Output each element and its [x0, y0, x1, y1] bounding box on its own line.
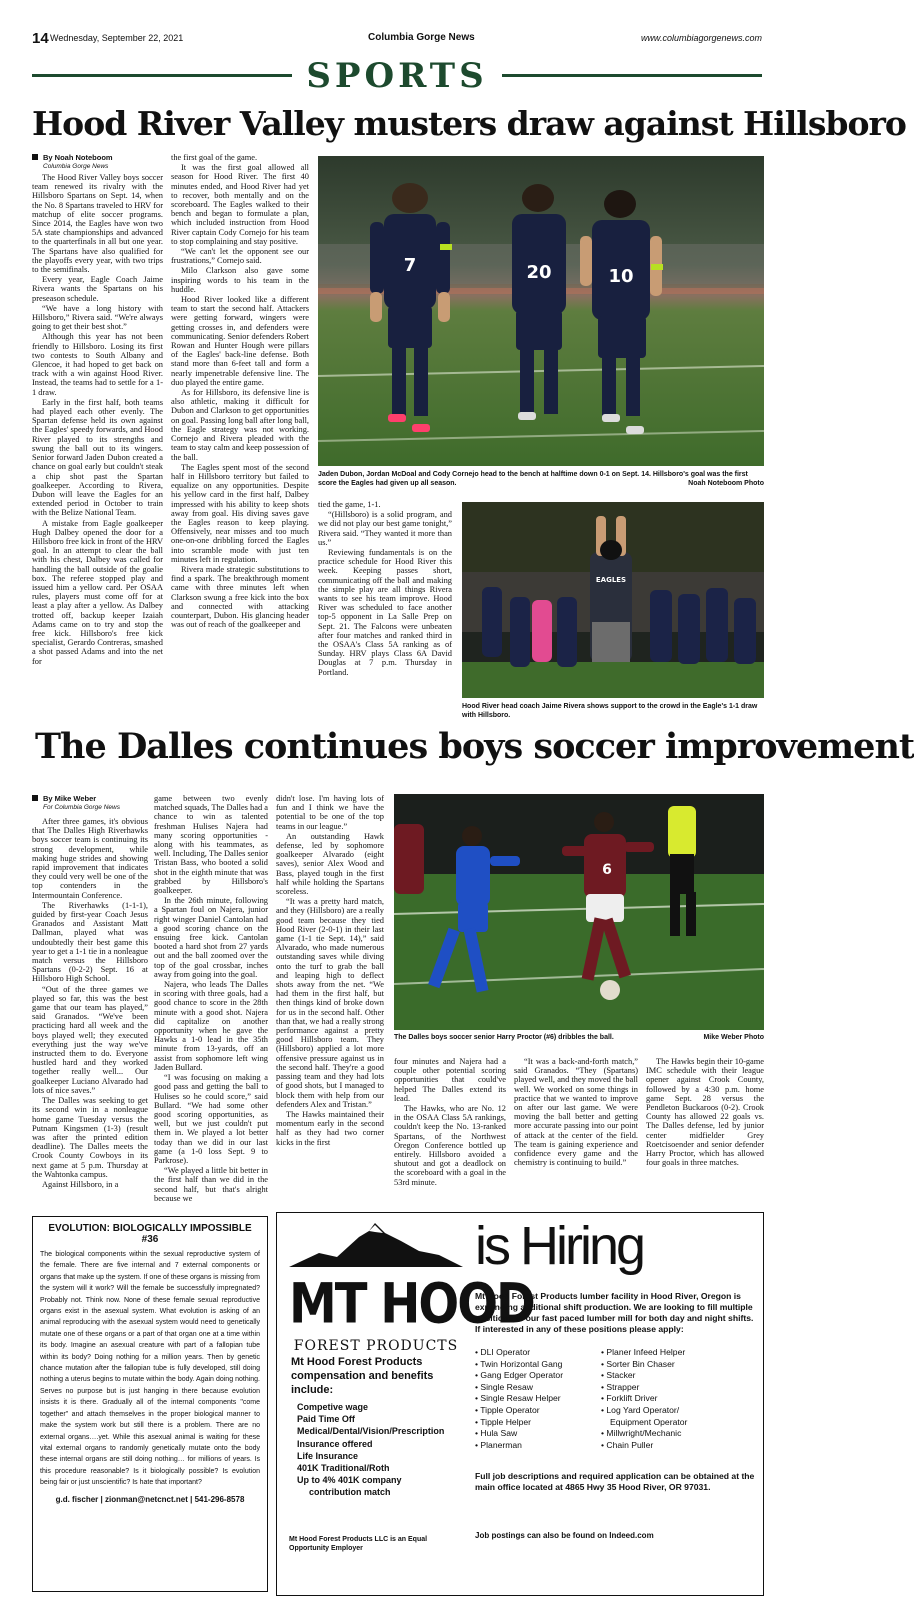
benefit-item: Competive wage	[297, 1402, 369, 1412]
ad-application-info: Full job descriptions and required application can be obtained at the main office located at 4865 Hwy 35 Hood River, OR 97031.	[475, 1471, 755, 1492]
byline-marker-icon	[32, 154, 38, 160]
story2-photo-caption	[394, 1034, 764, 1043]
ad-comp-heading: Mt Hood Forest Products compensation and benefits include:	[291, 1356, 434, 1396]
story2-column-3	[276, 794, 384, 1219]
story2-author: By Mike Weber	[43, 794, 97, 803]
story2-column-5	[514, 1057, 638, 1212]
story2-column-1	[32, 817, 148, 1203]
evolution-editorial-box	[32, 1216, 268, 1592]
position-item: • Single Resaw Helper	[475, 1393, 605, 1405]
page-header	[32, 30, 762, 52]
benefit-item: Insurance offered	[297, 1438, 373, 1449]
paragraph: As for Hillsboro, its defensive line is also athletic, making it difficult for Dubon and Clarkson to get opportunities on goal. Passing long ball after long ball, the Eagle strategy was not working. Cornejo and Rivera pleaded with the team to stay calm and keep possession of the ball.	[171, 388, 309, 462]
paragraph: After three games, it's obvious that The Dalles High Riverhawks boys soccer team is continuing its strong development, while making huge strides and showing rapid improvement that indicates they could very well be one of the top contenders in the Intermountain Conference.	[32, 817, 148, 900]
paragraph: The Hood River Valley boys soccer team renewed its rivalry with the Hillsboro Spartans on Sept. 14, when the No. 8 Spartans traveled to HRV for matchup of elite soccer programs. Since 2014, the Eagles have won two 5A state championships and advanced to the quarterfinals in all but one year. The Spartans have also qualified for the playoffs every year, with two trips to the semifinals.	[32, 173, 163, 275]
paragraph: The Hawks begin their 10-game IMC schedule with their league opener against Crook County, followed by a 4:30 p.m. home game Sept. 28 versus the Pendleton Buckaroos (0-2). Crook County has allowed 22 goals vs. The Dalles defense, led by junior center midfielder Grey Roetcisoender and senior defender Harry Proctor, which has allowed four goals in three matches.	[646, 1057, 764, 1168]
paragraph: In the 26th minute, following a Spartan foul on Najera, junior right winger Daniel Cantolan had a good scoring chance on the ensuing free kick. Cantolan booted a hard shot from 27 yards out and the ball zoomed over the top of the goal crossbar, inches away from going into the goal.	[154, 896, 268, 979]
positions-list-right	[601, 1347, 761, 1451]
jersey-number: 7	[403, 255, 417, 276]
paragraph: An outstanding Hawk defense, led by sophomore goalkeeper Alvarado (eight saves), senior Alex Wood and Bass, played tough in the first half while holding the Spartans scoreless.	[276, 831, 384, 897]
page-number: 14	[32, 30, 49, 47]
ad-intro: Mt Hood Forest Products lumber facility in Hood River, Oregon is expanding additional shift production. We are looking to fill multiple positions in our fast paced lumber mill for both day and night shifts. If interested in any of these positions please apply:	[475, 1291, 754, 1334]
brand-sub: FOREST PRODUCTS	[293, 1338, 459, 1354]
evolution-title: EVOLUTION: BIOLOGICALLY IMPOSSIBLE #36	[48, 1223, 252, 1245]
position-item: • Hula Saw	[475, 1428, 605, 1440]
paragraph: “We have a long history with Hillsboro,” Rivera said. “We're always going to get their best shot.”	[32, 303, 163, 332]
paragraph: game between two evenly matched squads, The Dalles had a chance to win as talented freshman Hulises Najera had many scoring opportunities - along with his teammates, as well. Including, The Dalles senior Tristan Bass, who booted a solid shot in the eighth minute that was grabbed by Hillsboro's goalkeeper.	[154, 794, 268, 896]
position-item: • Chain Puller	[601, 1440, 761, 1452]
photo-credit: Mike Weber Photo	[703, 1034, 764, 1041]
caption-text: Jaden Dubon, Jordan McDoal and Cody Cornejo head to the bench at halftime down 0-1 on Sept. 14. Hillsboro's goal was the first score the Eagles had given up all season.	[318, 471, 748, 487]
story1-photo-coach	[462, 502, 764, 698]
paragraph: The Riverhawks (1-1-1), guided by first-year Coach Jesus Granados and Assistant Matt Dallman, played what was undoubtedly their best game this year to get a 1-1 tie in a nonleague match versus the Hillsboro Spartans (0-2-2) Sept. 16 at Hillsboro High School.	[32, 900, 148, 984]
paragraph: “We can't let the opponent see our frustrations,” Cornejo said.	[171, 247, 309, 266]
benefit-item: Medical/Dental/Vision/Prescription	[297, 1426, 445, 1437]
story1-author: By Noah Noteboom	[43, 153, 113, 162]
story1-column-2	[171, 153, 309, 723]
players-halftime-image	[318, 156, 764, 466]
position-item: • Tipple Helper	[475, 1417, 605, 1429]
benefit-item: contribution match	[309, 1487, 391, 1498]
newspaper-name: Columbia Gorge News	[368, 32, 475, 43]
paragraph: It was the first goal allowed all season for Hood River. The first 40 minutes ended, and Hood River had yet to recover, both mentally and on the scoreboard. The Eagles walked to their bench and began to formulate a plan, which included instruction from Hood River captain Cody Cornejo for his team to stop complaining and stay positive.	[171, 163, 309, 246]
paragraph: “Out of the three games we played so far, this was the best game that our team has played,” said Granados. “We've been practicing hard all week and the boys played well; they executed everything just the way we've instructed them to do. Everyone hustled hard and they worked together really well... Our goalkeeper Luciano Alvarado had lots of nice saves.”	[32, 984, 148, 1095]
story1-photo-coach-caption: Hood River head coach Jaime Rivera shows support to the crowd in the Eagle's 1-1 draw with Hillsboro.	[462, 703, 758, 719]
issue-date: Wednesday, September 22, 2021	[50, 33, 184, 43]
website-link[interactable]: www.columbiagorgenews.com	[640, 33, 762, 43]
evolution-signature: g.d. fischer | zionman@netcnct.net | 541-296-8578	[55, 1494, 245, 1504]
story1-column-1	[32, 173, 163, 723]
ad-hiring-title: is Hiring	[475, 1216, 644, 1276]
paragraph: Early in the first half, both teams had played each other evenly. The Spartan defense held its own against the Eagles' speedy forwards, and Hood River played to its strengths and swung the ball out to its wingers. Senior forward Jaden Dubon created a chance on goal early but couldn't steak a chip shot past the Spartan goalkeeper. According to Rivera, Dubon will leave the Eagles for an extended period in October to train with the Belize National Team.	[32, 397, 163, 518]
story1-photo-main	[318, 156, 764, 466]
paragraph: “We played a little bit better in the first half than we did in the second half, but that's alright because we	[154, 1166, 268, 1203]
proctor-dribble-image	[394, 794, 764, 1030]
ad-benefits-list	[297, 1401, 477, 1499]
benefit-item: Paid Time Off	[297, 1414, 355, 1425]
position-item: • Stacker	[601, 1370, 761, 1382]
position-item: • Single Resaw	[475, 1382, 605, 1394]
story1-photo-main-caption	[318, 471, 764, 488]
position-item: • Forklift Driver	[601, 1393, 761, 1405]
ad-eoe-notice: Mt Hood Forest Products LLC is an Equal Opportunity Employer	[289, 1536, 428, 1552]
paragraph: Reviewing fundamentals is on the practice schedule for Hood River this week. Keeping passes short, communicating off the ball and making the simple play are all things Rivera wants to see his team improve. Hood River was scheduled to face another top-5 opponent in La Salle Prep on Sept. 21. The Falcons were unbeaten after four matches and ranked third in the OSAA's Class 5A ranking as of Sunday. HRV plays Class 6A David Douglas at 7 p.m. Thursday in Portland.	[318, 548, 452, 677]
position-item: • Gang Edger Operator	[475, 1370, 605, 1382]
byline-marker-icon	[32, 795, 38, 801]
paragraph: Najera, who leads The Dalles in scoring with three goals, had a good chance to score in the 28th minute with a good shot. Najera did capitalize on another opportunity when he gave the Hawks a 1-0 lead in the 35th minute from 13-yards, off an assist from sophomore left wing Jaden Bullard.	[154, 980, 268, 1072]
svg-text:EAGLES: EAGLES	[595, 576, 627, 584]
benefit-item: Life Insurance	[297, 1450, 359, 1461]
paragraph: The Dalles was seeking to get its second win in a nonleague home game Tuesday versus the Putnam Kingsmen (1-3) (result was after the printed edition deadline). The Dalles meets the Crook County Cowboys in its next game at 5 p.m. Thursday at the Wahtonka campus.	[32, 1096, 148, 1179]
position-item: • Millwright/Mechanic	[601, 1428, 761, 1440]
ad-indeed-note: Job postings can also be found on Indeed.com	[475, 1531, 654, 1540]
paragraph: Although this year has not been friendly to Hillsboro. Losing its first two contests to South Albany and Glencoe, it had hoped to get back on track with a win against Hood River. Instead, the teams had to settle for a 1-1 draw.	[32, 332, 163, 397]
paragraph: the first goal of the game.	[171, 153, 258, 162]
paragraph: The Eagles spent most of the second half in Hillsboro territory but failed to equalize on any opportunities. Despite his yellow card in the first half, Dalbey impressed with his ability to keep shots away from goal. His diving saves gave the Eagles reason to keep playing. Offensively, near misses and too much one-on-one dribbling forced the Eagles into scramble mode with just ten minutes left in regulation.	[171, 462, 309, 564]
paragraph: “(Hillsboro) is a solid program, and we did not play our best game tonight,” Rivera said. “They wanted it more than us.”	[318, 510, 452, 547]
story1-column-3	[318, 500, 452, 723]
section-banner	[32, 56, 762, 96]
position-item-continued: Equipment Operator	[610, 1416, 688, 1427]
story2-photo	[394, 794, 764, 1030]
position-item: • Strapper	[601, 1382, 761, 1394]
photo-credit: Noah Noteboom Photo	[688, 479, 764, 487]
paragraph: “It was a back-and-forth match,” said Granados. “They (Spartans) played well, and they moved the ball well. We worked on some things in practice that we wanted to improve on after our last game. We were moving the ball better and getting more accurate passing into our point of attack at the center of the field. The team is gaining experience and confidence every game and the chemistry is continuing to build.”	[514, 1057, 638, 1168]
story2-column-4	[394, 1057, 506, 1212]
story2-byline	[32, 794, 160, 812]
story2-column-6	[646, 1057, 764, 1212]
benefit-item: 401K Traditional/Roth	[297, 1463, 390, 1474]
story1-headline: Hood River Valley musters draw against Hillsboro	[32, 104, 906, 143]
paragraph: “It was a pretty hard match, and they (Hillsboro) are a really good team because they tied Hood River (2-0-1) in their last game (1-1 tie Sept. 14),” said Alvarado, who made numerous outstanding saves while diving onto the turf to grab the ball and leaping high to deflect shots away from the net. “We had them in the first half, but then things kind of broke down for us in the second half. Other than that, we had a really strong performance against a pretty good Hillsboro team. They (Hillsboro) applied a lot more offensive pressure against us in the second half. They're a good passing team and they had lots of good shots, but I managed to block them with help from our defenders Alex and Tristan.”	[276, 897, 384, 1109]
position-item: • Tipple Operator	[475, 1405, 605, 1417]
paragraph: Rivera made strategic substitutions to find a spark. The breakthrough moment came with three minutes left when Clarkson swung a free kick into the box and connected with attacking counterpart, Dubon. His glancing header was out of reach of the goalkeeper and	[171, 564, 309, 630]
position-item: • Planer Infeed Helper	[601, 1347, 761, 1359]
coach-crowd-image	[462, 502, 764, 698]
paragraph: didn't lose. I'm having lots of fun and I think we have the potential to be one of the top teams in our league.”	[276, 794, 384, 831]
story2-column-2	[154, 794, 268, 1203]
brand-main: MT HOOD	[289, 1272, 534, 1337]
evolution-body: The biological components within the sexual reproductive system of the female. There are five internal and 7 external components or organs that make up the system. If one of these organs is missing from the system will it work? Will the female be successfully impregnated? Probably not. Think now. None of these female sexual reproductive organs exist in the asexual system. What evolution is asking of an animal reproducing with the asexual system would need to genetically mutate one of these organs or a part of that organ one at a time within its body. Imagine an asexual creature with part of a fallopian tube within its body? Doing nothing for a million years. Then by genetic chance mutation after the fallopian tube is fully developed, still doing nothing a uterus begins to mutate within the body. Again doing nothing. Serves no purpose but is just hanging in there because evolution insists it is there. Gradually all of the internal components "come together" and attach themselves in the proper biological manner to make the system work but still there is a problem. There are no external organs….yet. While this asexual animal is waiting for these vital external organs to randomly genetically mutate onto the body these internal organs are still doing nothing… for millions of years. Is this procedure reasonable? Is it biologically possible? Is evolution being fair or just unscientific? Is hate that important?	[40, 1251, 260, 1487]
positions-list-left	[475, 1347, 605, 1451]
story2-author-org: For Columbia Gorge News	[43, 804, 120, 811]
paragraph: Every year, Eagle Coach Jaime Rivera wants the Spartans on his preseason schedule.	[32, 275, 163, 303]
story1-author-org: Columbia Gorge News	[43, 163, 109, 170]
paragraph: tied the game, 1-1.	[318, 500, 381, 509]
jersey-number: 20	[526, 262, 552, 283]
paragraph: Against Hillsboro, in a	[42, 1179, 119, 1189]
paragraph: A mistake from Eagle goalkeeper Hugh Dalbey opened the door for a Hillsboro free kick in front of the HRV goal. In an attempt to clear the ball with his chest, Dalbey was called for handling the ball outside of the goalie box. The referee stopped play and issued him a yellow card. Per OSAA rules, players must come off for at least a play after a yellow. As Dalbey trotted off, backup keeper Izaiah Adams came on to try and stop the free kick. Hillsboro's free kick specialist, Gerardo Contreras, smashed a shot passed Adams and into the net for	[32, 518, 163, 666]
paragraph: “I was focusing on making a good pass and getting the ball to Hulises so he could score,” said Bullard. “We had some other good scoring opportunities, as well, but we just couldn't put them in. We played a lot better today than we did in our last game (a 1-0 loss Sept. 9 to Parkrose).	[154, 1073, 268, 1165]
position-item: • Planerman	[475, 1440, 605, 1452]
mountain-logo-icon	[289, 1223, 463, 1267]
position-item: • Log Yard Operator/	[601, 1405, 761, 1417]
paragraph: Hood River looked like a different team to start the second half. Attackers were getting forward, wingers were getting crosses in, and defenders were communicating. Senior defenders Robert Rowan and Hunter Hough were pillars of the Eagles' back-line defense. Both stand more than 6-feet tall and form a nearly impenetrable defensive line. The duo played the entire game.	[171, 295, 309, 387]
story2-headline: The Dalles continues boys soccer improvement	[35, 726, 914, 767]
mt-hood-hiring-ad	[276, 1212, 764, 1596]
position-item: • Twin Horizontal Gang	[475, 1359, 605, 1371]
jersey-number: 6	[602, 862, 612, 878]
paragraph: Milo Clarkson also gave some inspiring words to his team in the huddle.	[171, 266, 309, 294]
section-title: SPORTS	[306, 56, 488, 96]
benefit-item: Up to 4% 401K company	[297, 1475, 402, 1486]
paragraph: The Hawks, who are No. 12 in the OSAA Class 5A rankings, couldn't keep the No. 13-ranked Spartans, of the Northwest Oregon Conference bottled up entirely. Hillsboro avoided a shutout and got a deadlock on the scoreboard with a goal in the 53rd minute.	[394, 1104, 506, 1187]
paragraph: The Hawks maintained their momentum early in the second half as they had two corner kicks in the first	[276, 1109, 384, 1147]
position-item: • DLI Operator	[475, 1347, 605, 1359]
position-item: • Sorter Bin Chaser	[601, 1359, 761, 1371]
jersey-number: 10	[608, 266, 634, 287]
caption-text: The Dalles boys soccer senior Harry Proctor (#6) dribbles the ball.	[394, 1034, 614, 1041]
paragraph: four minutes and Najera had a couple other potential scoring opportunities that could've helped The Dalles extend its lead.	[394, 1057, 506, 1103]
story1-byline	[32, 153, 160, 171]
